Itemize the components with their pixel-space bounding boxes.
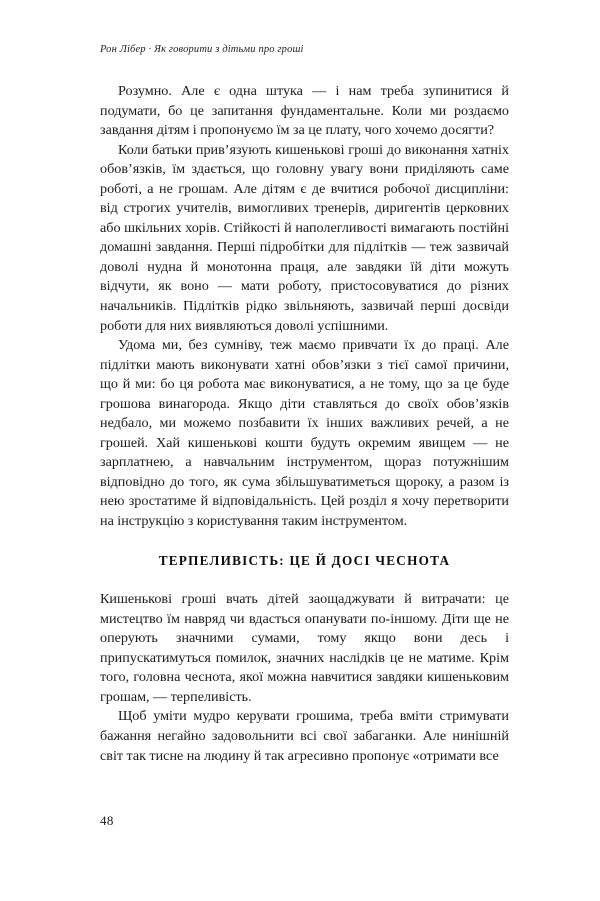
heading-spacer-bottom bbox=[100, 570, 509, 590]
page-number: 48 bbox=[100, 813, 114, 828]
paragraph-3: Удома ми, без сумніву, теж маємо привчати їх до праці. Але підлітки мають виконувати хатні обов’язки з тієї самої причини, що й ми: бо ця робота має виконуватися, а не тому, що за це буде грошова винагорода. Якщо діти ставляться до своїх обов’язків недбало, ми можемо позбавити їх інших важливих речей, а не грошей. Хай кишенькові кошти будуть окремим явищем — не зарплатнею, а навчальним інструментом, щораз потужнішим відповідно до того, як сума збільшуватиметься щороку, а разом із нею зростатиме й відповідальність. Цей розділ я хочу перетворити на інструкцію з користування таким інструментом. bbox=[100, 337, 509, 530]
heading-spacer-top bbox=[100, 532, 509, 551]
paragraph-2: Коли батьки прив’язують кишенькові гроші до виконання хатніх обов’язків, їм здається, що головну увагу вони приділяють саме роботі, а не грошам. Але дітям є де вчитися робочої дисципліни: від строгих учителів, вимогливих тренерів, диригентів церковних або шкільних хорів. Стійкості й наполегливості вимагають постійні домашні завдання. Перші підробітки для підлітків — теж зазвичай доволі нудна й монотонна праця, але завдяки їй діти можуть відчути, як воно — мати роботу, пристосовуватися до різних начальників. Підлітків рідко звільняють, зазвичай перші досвіди роботи для них виявляються доволі успішними. bbox=[100, 141, 509, 334]
running-header: Рон Лібер · Як говорити з дітьми про гроші bbox=[100, 44, 304, 55]
paragraph-4: Кишенькові гроші вчать дітей заощаджувати й витрачати: це мистецтво їм навряд чи вдасться опанувати по-іншому. Діти ще не оперують значними сумами, тому якщо вони десь і припускатимуться помилок, значних наслідків це не матиме. Крім того, головна чеснота, якої можна навчитися завдяки кишеньковим грошам, — терпеливість. bbox=[100, 591, 509, 705]
page-body bbox=[100, 82, 509, 766]
paragraph-1: Розумно. Але є одна штука — і нам треба зупинитися й подумати, бо це запитання фундаментальне. Коли ми роздаємо завдання дітям і пропонуємо їм за це плату, чого хочемо досягти? bbox=[100, 83, 509, 139]
paragraph-5: Щоб уміти мудро керувати грошима, треба вміти стримувати бажання негайно задовольнити всі свої забаганки. Але нинішній світ так тисне на людину й так агресивно пропонує «отримати все bbox=[100, 708, 509, 764]
section-heading: ТЕРПЕЛИВІСТЬ: ЦЕ Й ДОСІ ЧЕСНОТА bbox=[158, 552, 451, 568]
